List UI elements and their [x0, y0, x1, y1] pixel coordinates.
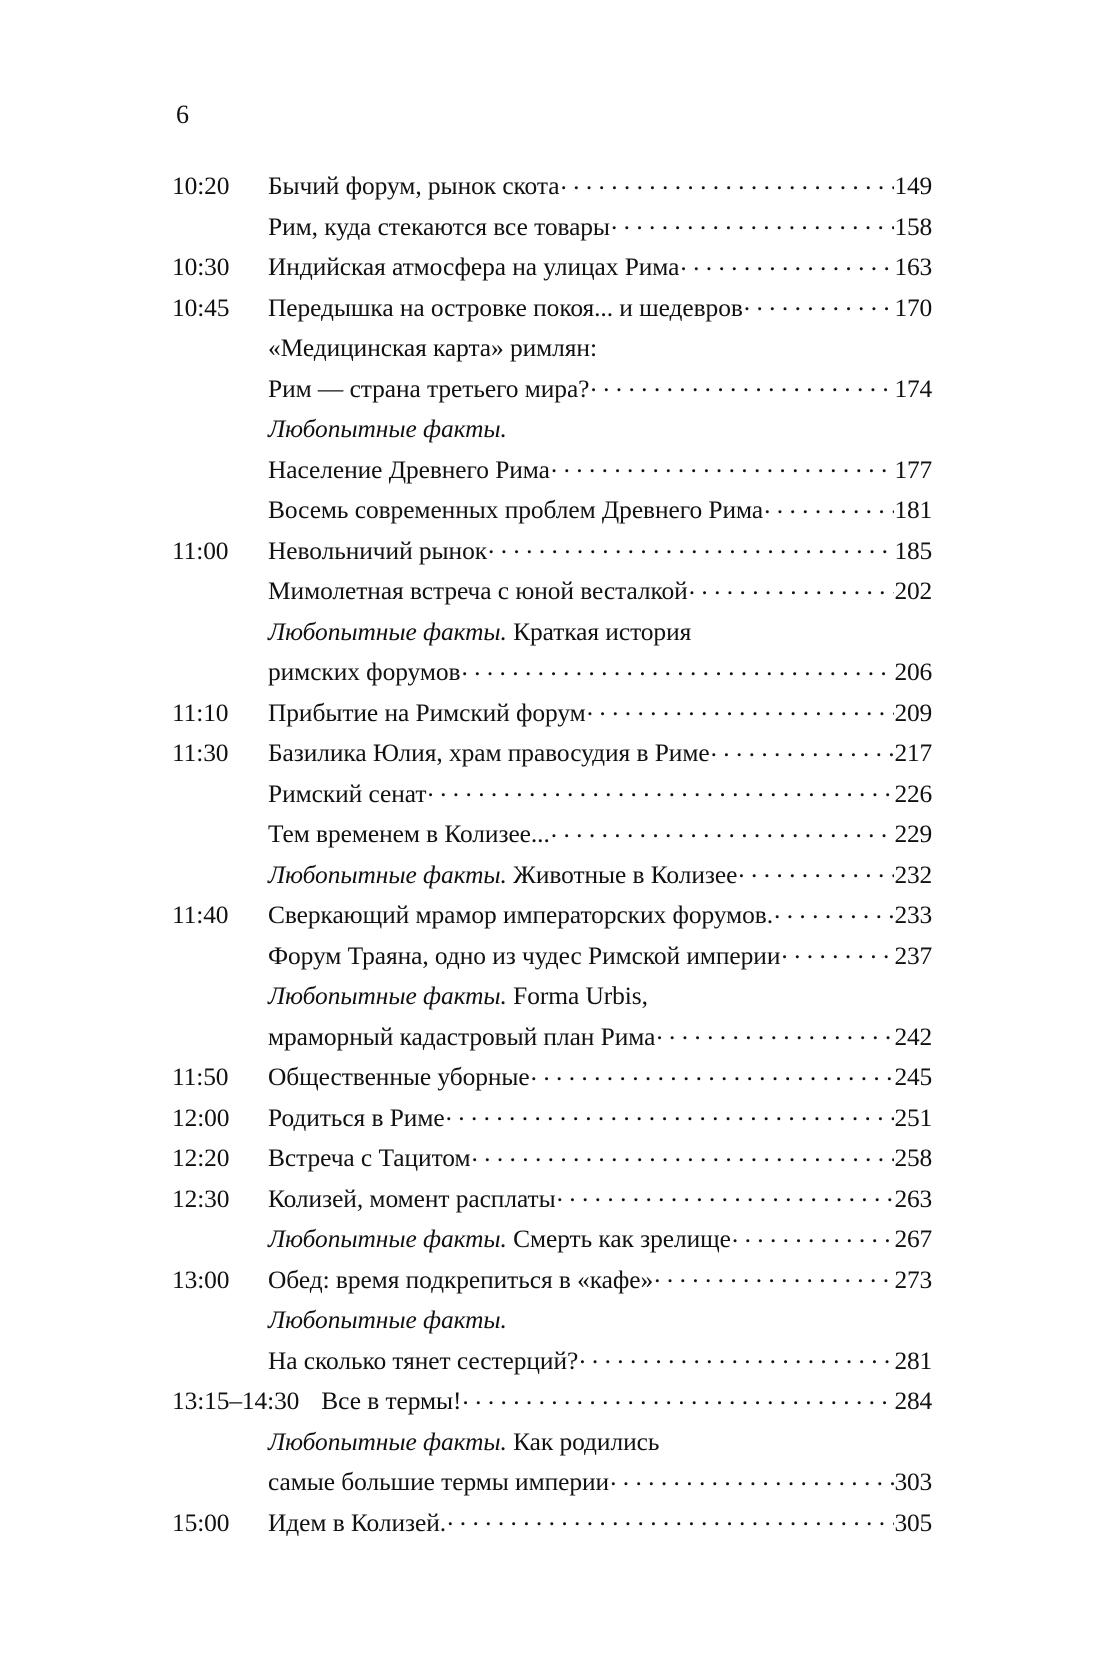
toc-entry-page-number: 245 [894, 1063, 932, 1091]
toc-entry-title-wrap [268, 1503, 932, 1544]
toc-entry[interactable] [172, 288, 932, 329]
toc-entry-title-wrap [268, 1300, 932, 1341]
toc-dot-leader [587, 695, 894, 720]
toc-entry-title-wrap [268, 1462, 932, 1503]
toc-entry[interactable] [172, 409, 932, 450]
toc-entry-title-roman: Обед: время подкрепиться в «кафе» [268, 1265, 654, 1294]
toc-entry-time: 10:45 [172, 293, 230, 322]
toc-dot-leader [680, 250, 893, 275]
toc-entry-title-wrap [268, 571, 932, 612]
toc-entry[interactable] [172, 328, 932, 369]
toc-entry-title [268, 531, 487, 572]
toc-entry-title-roman: Римский сенат [268, 779, 427, 808]
toc-entry-page-number: 303 [894, 1468, 932, 1496]
toc-dot-leader [557, 1181, 894, 1206]
toc-entry-page-number: 209 [894, 698, 932, 727]
toc-entry-time: 12:30 [172, 1184, 230, 1213]
toc-entry-title-italic: Любопытные факты. [268, 415, 507, 443]
toc-entry[interactable] [172, 531, 932, 572]
toc-entry-page-number: 284 [894, 1387, 932, 1415]
toc-entry-page-number: 226 [894, 779, 932, 808]
toc-entry[interactable] [172, 369, 932, 410]
toc-entry-title [268, 1462, 609, 1503]
toc-entry-title-roman: Forma Urbis, [506, 982, 648, 1010]
toc-entry-title [268, 814, 550, 855]
toc-entry-time: 11:30 [172, 739, 229, 767]
toc-entry-title-wrap [268, 288, 932, 329]
toc-entry-title-wrap [268, 1341, 932, 1382]
toc-entry-title-wrap [268, 369, 932, 410]
toc-entry-title-wrap [268, 1422, 932, 1463]
toc-entry-title-roman: Идем в Колизей. [268, 1508, 447, 1537]
toc-entry-title-wrap [268, 1017, 932, 1058]
toc-entry-title-roman: Невольничий рынок [268, 536, 488, 565]
toc-entry-title [268, 450, 550, 491]
toc-entry-title [268, 1422, 659, 1463]
toc-entry-title-roman: Краткая история [506, 617, 692, 646]
toc-entry[interactable] [172, 855, 932, 896]
toc-entry-page-number: 237 [894, 941, 932, 970]
toc-entry-title [268, 166, 559, 207]
toc-entry-title-wrap [268, 936, 932, 977]
toc-entry-title [268, 571, 688, 612]
toc-entry[interactable] [172, 1503, 932, 1544]
toc-entry-title-roman: Смерть как зрелище [506, 1225, 731, 1253]
toc-entry-title [268, 1260, 653, 1301]
toc-entry-page-number: 163 [894, 253, 932, 281]
toc-entry-page-number: 232 [894, 860, 932, 889]
toc-entry-page-number: 305 [894, 1508, 932, 1537]
toc-entry-title-roman: римских форумов [268, 658, 461, 686]
toc-entry[interactable] [172, 774, 932, 815]
toc-dot-leader [738, 857, 893, 882]
toc-dot-leader [689, 574, 894, 599]
toc-entry-title-roman: Общественные уборные [268, 1063, 530, 1091]
toc-entry-title-wrap [268, 531, 932, 572]
toc-entry[interactable] [172, 652, 932, 693]
toc-dot-leader [610, 1465, 893, 1490]
toc-entry[interactable] [172, 1300, 932, 1341]
toc-dot-leader [732, 1222, 894, 1247]
toc-entry-title [268, 207, 610, 248]
toc-entry-page-number: 281 [894, 1346, 932, 1375]
toc-entry-title [268, 733, 710, 774]
toc-entry-title-roman: Как родились [506, 1427, 660, 1456]
toc-entry-time: 11:10 [172, 698, 229, 727]
toc-entry[interactable] [172, 1422, 932, 1463]
toc-entry-page-number: 174 [894, 374, 932, 403]
toc-entry-title [268, 1300, 507, 1341]
toc-entry-title-wrap [268, 490, 932, 531]
toc-dot-leader [611, 209, 894, 234]
toc-entry-page-number: 251 [894, 1103, 932, 1132]
toc-entry-time: 13:00 [172, 1265, 230, 1294]
toc-entry-title-roman: Родиться в Риме [268, 1103, 445, 1132]
toc-entry[interactable] [172, 1462, 932, 1503]
toc-entry-time: 11:40 [172, 901, 229, 929]
toc-entry-time: 10:20 [172, 172, 230, 200]
toc-dot-leader [781, 938, 893, 963]
toc-entry[interactable] [172, 895, 932, 936]
toc-entry-title [268, 1503, 446, 1544]
toc-entry-title-roman: Форум Траяна, одно из чудес Римской империи [268, 941, 781, 970]
toc-entry-page-number: 177 [894, 455, 932, 484]
toc-dot-leader [471, 1141, 893, 1166]
toc-dot-leader [744, 290, 894, 315]
toc-entry-time: 12:20 [172, 1144, 230, 1172]
toc-entry-page-number: 181 [894, 496, 932, 524]
toc-entry[interactable] [172, 1260, 932, 1301]
toc-entry[interactable] [172, 976, 932, 1017]
toc-entry-title-roman: Индийская атмосфера на улицах Рима [268, 253, 680, 281]
toc-entry[interactable] [172, 1017, 932, 1058]
toc-entry-title [268, 247, 679, 288]
toc-entry-title-roman: Рим — страна третьего мира? [268, 374, 590, 403]
toc-entry-title-roman: Население Древнего Рима [268, 455, 550, 484]
toc-entry-title-wrap [268, 895, 932, 936]
toc-entry-page-number: 273 [894, 1265, 932, 1294]
toc-entry-title-wrap [268, 1219, 932, 1260]
toc-entry[interactable] [172, 936, 932, 977]
toc-entry-title-wrap [268, 409, 932, 450]
toc-entry-title [268, 693, 586, 734]
toc-entry-page-number: 149 [894, 172, 932, 200]
toc-entry[interactable] [172, 247, 932, 288]
toc-dot-leader [774, 898, 893, 923]
toc-entry-title-roman: Передышка на островке покоя... и шедевров [268, 293, 743, 322]
toc-entry-title-roman: На сколько тянет сестерций? [268, 1346, 579, 1375]
toc-entry-title [268, 774, 426, 815]
toc-entry-title-wrap [268, 855, 932, 896]
toc-entry[interactable] [172, 490, 932, 531]
toc-entry-title [268, 1017, 655, 1058]
toc-entry-title-wrap [268, 1098, 932, 1139]
toc-entry-title-roman: Рим, куда стекаются все товары [268, 212, 610, 241]
toc-entry-title [268, 976, 648, 1017]
toc-entry-time: 11:50 [172, 1063, 229, 1091]
toc-entry-title-roman: Восемь современных проблем Древнего Рима [268, 496, 764, 524]
toc-entry-title-wrap [268, 207, 932, 248]
toc-dot-leader [654, 1262, 893, 1287]
toc-dot-leader [579, 1343, 893, 1368]
toc-entry-page-number: 233 [894, 901, 932, 929]
toc-entry[interactable] [172, 1219, 932, 1260]
toc-entry-title-roman: самые большие термы империи [268, 1468, 610, 1496]
toc-entry-page-number: 202 [894, 577, 932, 605]
toc-entry-title-wrap [321, 1381, 932, 1422]
toc-entry-title-italic: Любопытные факты. [268, 1225, 507, 1253]
toc-entry[interactable] [172, 1179, 932, 1220]
toc-entry-title-italic: Любопытные факты. [268, 1427, 507, 1456]
toc-entry-title-italic: Любопытные факты. [268, 860, 507, 889]
toc-entry-title-roman: Базилика Юлия, храм правосудия в Риме [268, 739, 710, 767]
toc-entry-title [268, 328, 597, 369]
toc-entry-title-wrap [268, 733, 932, 774]
toc-entry-title-roman: Все в термы! [321, 1387, 462, 1415]
toc-dot-leader [551, 817, 894, 842]
toc-entry-title-roman: «Медицинская карта» римлян: [268, 334, 597, 362]
toc-dot-leader [462, 1384, 893, 1409]
toc-entry-title-roman: Животные в Колизее [506, 860, 738, 889]
toc-entry[interactable] [172, 571, 932, 612]
toc-dot-leader [531, 1060, 894, 1085]
toc-entry-title [268, 369, 589, 410]
toc-entry[interactable] [172, 166, 932, 207]
toc-entry-title [268, 895, 773, 936]
toc-entry-title [268, 1179, 556, 1220]
toc-entry-page-number: 267 [894, 1225, 932, 1253]
toc-entry[interactable] [172, 1341, 932, 1382]
toc-entry-title [268, 936, 780, 977]
toc-entry-title [268, 1057, 530, 1098]
toc-entry-title-roman: Прибытие на Римский форум [268, 698, 586, 727]
toc-entry-title-roman: Колизей, момент расплаты [268, 1184, 556, 1213]
toc-dot-leader [656, 1019, 893, 1044]
toc-entry-title [268, 1219, 731, 1260]
toc-entry[interactable] [172, 733, 932, 774]
page-folio-number: 6 [176, 100, 190, 129]
table-of-contents [172, 166, 932, 1543]
toc-entry-title [268, 490, 763, 531]
toc-dot-leader [590, 371, 893, 396]
toc-entry-title-roman: Тем временем в Колизее... [268, 820, 550, 848]
toc-entry-title-wrap [268, 450, 932, 491]
toc-entry-page-number: 258 [894, 1144, 932, 1172]
toc-entry-title [268, 288, 743, 329]
toc-entry[interactable] [172, 693, 932, 734]
toc-entry-page-number: 185 [894, 536, 932, 565]
toc-entry-title [268, 1098, 445, 1139]
toc-entry-title-wrap [268, 1179, 932, 1220]
toc-entry-title-italic: Любопытные факты. [268, 1306, 507, 1334]
toc-entry-title-wrap [268, 774, 932, 815]
toc-entry-title-roman: Встреча с Тацитом [268, 1144, 471, 1172]
toc-entry-page-number: 170 [894, 293, 932, 322]
toc-entry-title-roman: Сверкающий мрамор императорских форумов. [268, 901, 774, 929]
toc-entry-time: 11:00 [172, 536, 229, 565]
toc-entry-time: 13:15–14:30 [172, 1387, 300, 1415]
toc-entry-title-wrap [268, 328, 932, 369]
toc-entry-title [268, 855, 737, 896]
toc-dot-leader [764, 493, 893, 518]
toc-dot-leader [551, 452, 894, 477]
toc-entry-title-roman: мраморный кадастровый план Рима [268, 1022, 656, 1051]
toc-entry-title [268, 409, 507, 450]
toc-entry-page-number: 158 [894, 212, 932, 241]
toc-entry-title-wrap [268, 247, 932, 288]
toc-dot-leader [560, 169, 893, 194]
toc-entry-title-italic: Любопытные факты. [268, 982, 507, 1010]
toc-entry-title [268, 1341, 578, 1382]
toc-entry-page-number: 263 [894, 1184, 932, 1213]
toc-entry-title-wrap [268, 166, 932, 207]
toc-entry-title [268, 652, 460, 693]
toc-entry-page-number: 242 [894, 1022, 932, 1051]
toc-entry-title-wrap [268, 1057, 932, 1098]
toc-entry[interactable] [172, 814, 932, 855]
toc-entry-page-number: 229 [894, 820, 932, 848]
toc-entry-title [321, 1381, 461, 1422]
toc-entry-title-wrap [268, 976, 932, 1017]
toc-entry-title-wrap [268, 1138, 932, 1179]
toc-entry-title [268, 1138, 470, 1179]
toc-entry-title-wrap [268, 814, 932, 855]
toc-entry[interactable] [172, 1098, 932, 1139]
toc-dot-leader [488, 533, 893, 558]
toc-dot-leader [461, 655, 893, 680]
toc-dot-leader [427, 776, 893, 801]
toc-entry-title-roman: Бычий форум, рынок скота [268, 172, 560, 200]
toc-entry-title [268, 612, 691, 653]
toc-entry-title-wrap [268, 612, 932, 653]
toc-entry[interactable] [172, 1057, 932, 1098]
toc-entry-title-wrap [268, 693, 932, 734]
toc-dot-leader [446, 1100, 894, 1125]
toc-entry-title-wrap [268, 1260, 932, 1301]
toc-entry[interactable] [172, 1138, 932, 1179]
toc-entry-time: 15:00 [172, 1508, 230, 1537]
toc-entry-time: 10:30 [172, 253, 230, 281]
toc-dot-leader [711, 736, 894, 761]
toc-entry-page-number: 206 [894, 658, 932, 686]
toc-entry[interactable] [172, 207, 932, 248]
toc-entry-title-roman: Мимолетная встреча с юной весталкой [268, 577, 688, 605]
toc-entry[interactable] [172, 612, 932, 653]
toc-dot-leader [447, 1505, 893, 1530]
toc-entry-time: 12:00 [172, 1103, 230, 1132]
toc-entry[interactable] [172, 1381, 932, 1422]
toc-entry[interactable] [172, 450, 932, 491]
toc-entry-page-number: 217 [894, 739, 932, 767]
toc-entry-title-italic: Любопытные факты. [268, 617, 507, 646]
toc-entry-title-wrap [268, 652, 932, 693]
